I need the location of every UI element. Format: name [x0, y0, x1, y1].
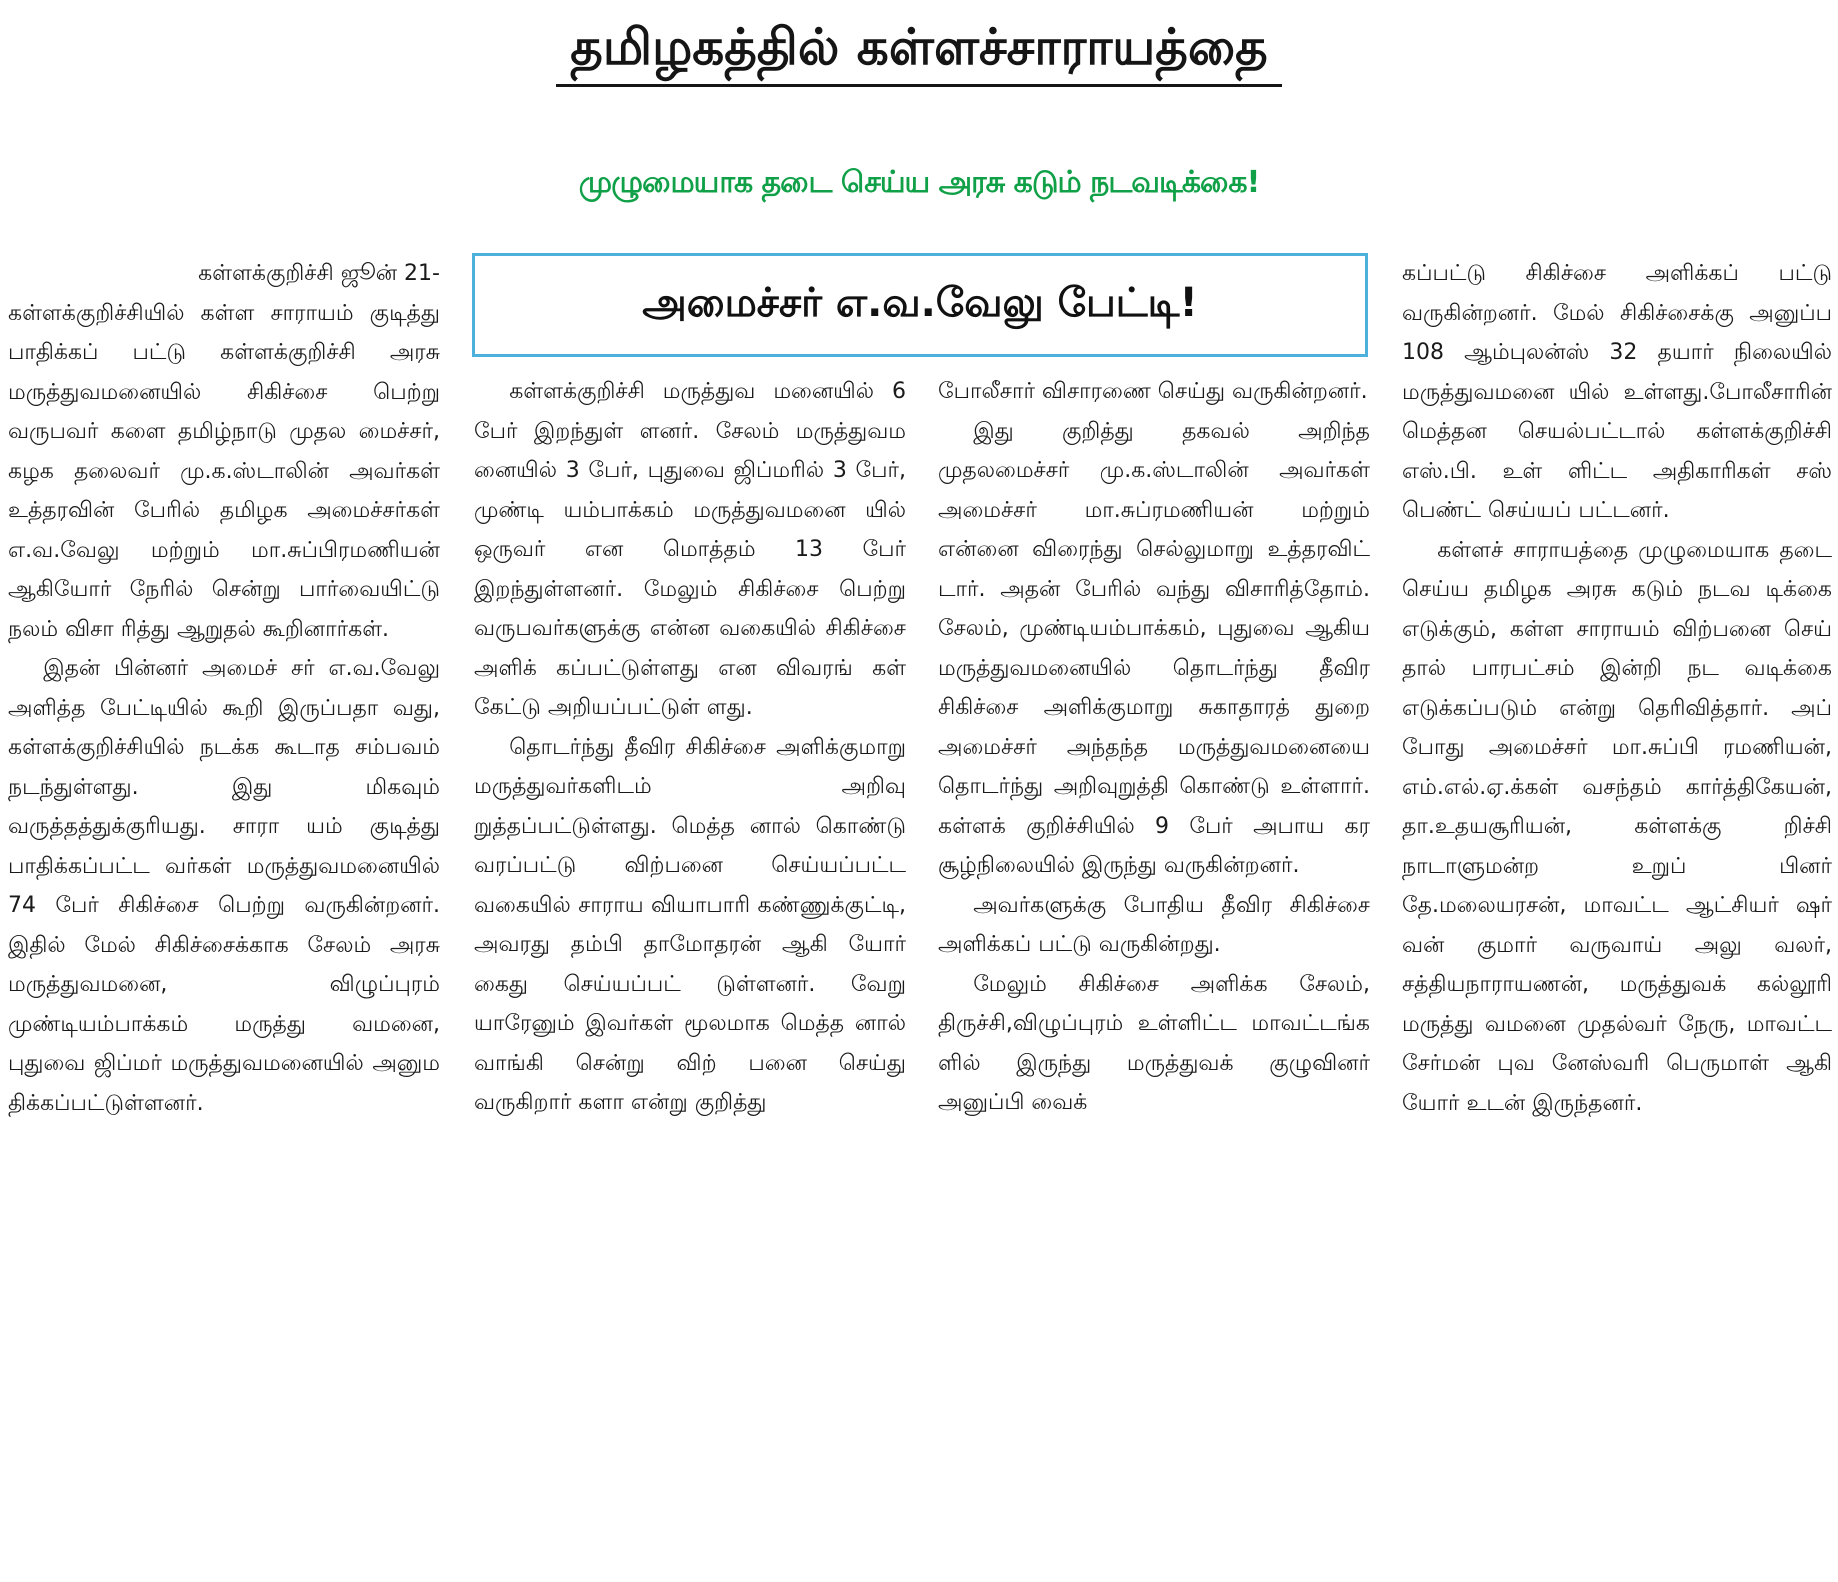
paragraph: கள்ளக்குறிச்சியில் கள்ள சாராயம் குடித்து பாதிக்கப் பட்டு கள்ளக்குறிச்சி அரசு மருத்துவமனையில் சிகிச்சை பெற்று வருபவர் களை தமிழ்நாடு முதல மைச்சர், கழக தலைவர் மு.க.ஸ்டாலின் அவர்கள் உத்தரவின் பேரில் தமிழக அமைச்சர்கள் எ.வ.வேலு மற்றும் மா.சுப்பிரமணியன் ஆகியோர் நேரில் சென்று பார்வையிட்டு நலம் விசா ரித்து ஆறுதல் கூறினார்கள்.: [8, 300, 440, 642]
paragraph: தொடர்ந்து தீவிர சிகிச்சை அளிக்குமாறு மருத்துவர்களிடம் அறிவு றுத்தப்பட்டுள்ளது. மெத்த னால் கொண்டு வரப்பட்டு விற்பனை செய்யப்பட்ட வகையில் சாராய வியாபாரி கண்ணுக்குட்டி, அவரது தம்பி தாமோதரன் ஆகி யோர் கைது செய்யப்பட் டுள்ளனர். வேறு யாரேனும் இவர்கள் மூலமாக மெத்த னால் வாங்கி சென்று விற் பனை செய்து வருகிறார் களா என்று குறித்து: [474, 734, 906, 1115]
subheadline-text: அமைச்சர் எ.வ.வேலு பேட்டி!: [642, 279, 1198, 326]
dateline: கள்ளக்குறிச்சி ஜூன் 21-: [198, 261, 440, 286]
paragraph: போலீசார் விசாரணை செய்து வருகின்றனர்.: [938, 379, 1368, 404]
article-column-4: [1402, 254, 1832, 1123]
paragraph: அவர்களுக்கு போதிய தீவிர சிகிச்சை அளிக்கப் பட்டு வருகின்றது.: [938, 892, 1370, 957]
paragraph: கள்ளச் சாராயத்தை முழுமையாக தடை செய்ய தமிழக அரசு கடும் நடவ டிக்கை எடுக்கும், கள்ள சாராயம் விற்பனை செய் தால் பாரபட்சம் இன்றி நட வடிக்கை எடுக்கப்படும் என்று தெரிவித்தார். அப் போது அமைச்சர் மா.சுப்பி ரமணியன், எம்.எல்.ஏ.க்கள் வசந்தம் கார்த்திகேயன், தா.உதயசூரியன், கள்ளக்கு றிச்சி நாடாளுமன்ற உறுப் பினர் தே.மலையரசன், மாவட்ட ஆட்சியர் ஷர் வன் குமார் வருவாய் அலு வலர், சத்தியநாராயணன், மருத்துவக் கல்லூரி மருத்து வமனை முதல்வர் நேரு, மாவட்ட சேர்மன் புவ னேஸ்வரி பெருமாள் ஆகி யோர் உடன் இருந்தனர்.: [1402, 537, 1832, 1116]
article-column-3: [938, 372, 1370, 1123]
paragraph: கப்பட்டு சிகிச்சை அளிக்கப் பட்டு வருகின்றனர். மேல் சிகிச்சைக்கு அனுப்ப 108 ஆம்புலன்ஸ் 32 தயார் நிலையில் மருத்துவமனை யில் உள்ளது.போலீசாரின் மெத்தன செயல்பட்டால் கள்ளக்குறிச்சி எஸ்.பி. உள் ளிட்ட அதிகாரிகள் சஸ் பெண்ட் செய்யப் பட்டனர்.: [1402, 261, 1832, 523]
paragraph: இது குறித்து தகவல் அறிந்த முதலமைச்சர் மு.க.ஸ்டாலின் அவர்கள் அமைச்சர் மா.சுப்ரமணியன் மற்றும் என்னை விரைந்து செல்லுமாறு உத்தரவிட் டார். அதன் பேரில் வந்து விசாரித்தோம். சேலம், முண்டியம்பாக்கம், புதுவை ஆகிய மருத்துவமனையில் தொடர்ந்து தீவிர சிகிச்சை அளிக்குமாறு சுகாதாரத் துறை அமைச்சர் அந்தந்த மருத்துவமனையை தொடர்ந்து அறிவுறுத்தி கொண்டு உள்ளார். கள்ளக் குறிச்சியில் 9 பேர் அபாய கர சூழ்நிலையில் இருந்து வருகின்றனர்.: [938, 418, 1370, 878]
subheadline-box: [472, 253, 1368, 357]
article-column-2: [474, 372, 906, 1123]
paragraph: மேலும் சிகிச்சை அளிக்க சேலம், திருச்சி,விழுப்புரம் உள்ளிட்ட மாவட்டங்க ளில் இருந்து மருத்துவக் குழுவினர் அனுப்பி வைக்: [938, 971, 1370, 1115]
kicker-heading: [0, 10, 1838, 87]
article-column-1: [8, 254, 440, 1123]
main-headline: முழுமையாக தடை செய்ய அரசு கடும் நடவடிக்கை!: [578, 165, 1260, 200]
paragraph: கள்ளக்குறிச்சி மருத்துவ மனையில் 6 பேர் இறந்துள் ளனர். சேலம் மருத்துவம னையில் 3 பேர், புதுவை ஜிப்மரில் 3 பேர், முண்டி யம்பாக்கம் மருத்துவமனை யில் ஒருவர் என மொத்தம் 13 பேர் இறந்துள்ளனர். மேலும் சிகிச்சை பெற்று வருபவர்களுக்கு என்ன வகையில் சிகிச்சை அளிக் கப்பட்டுள்ளது என விவரங் கள் கேட்டு அறியப்பட்டுள் ளது.: [474, 379, 906, 720]
paragraph: இதன் பின்னர் அமைச் சர் எ.வ.வேலு அளித்த பேட்டியில் கூறி இருப்பதா வது, கள்ளக்குறிச்சியில் நடக்க கூடாத சம்பவம் நடந்துள்ளது. இது மிகவும் வருத்தத்துக்குரியது. சாரா யம் குடித்து பாதிக்கப்பட்ட வர்கள் மருத்துவமனையில் 74 பேர் சிகிச்சை பெற்று வருகின்றனர். இதில் மேல் சிகிச்சைக்காக சேலம் அரசு மருத்துவமனை, விழுப்புரம் முண்டியம்பாக்கம் மருத்து வமனை, புதுவை ஜிப்மர் மருத்துவமனையில் அனும திக்கப்பட்டுள்ளனர்.: [8, 656, 440, 1116]
kicker-text: தமிழகத்தில் கள்ளச்சாராயத்தை: [556, 10, 1281, 87]
